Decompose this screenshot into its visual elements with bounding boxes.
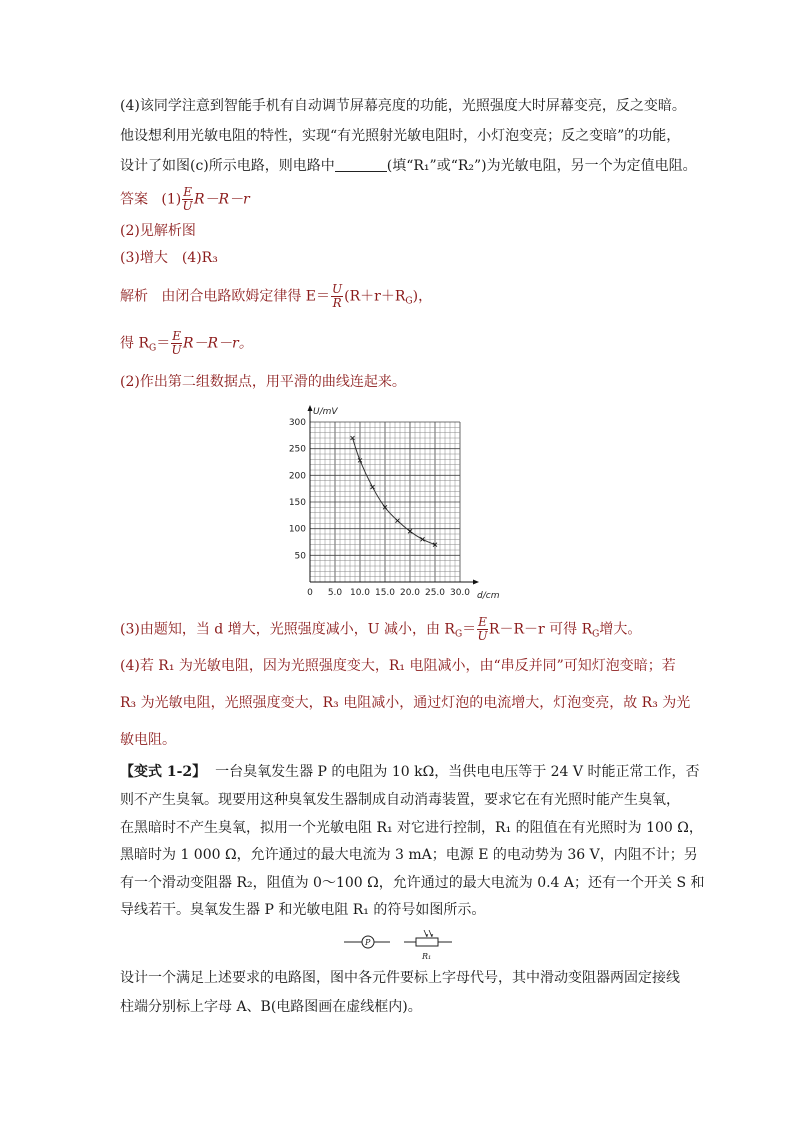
chart-axes [308,405,480,585]
solution-line-3: (2)作出第二组数据点，用平滑的曲线连起来。 [120,374,406,390]
question-4-line-3 [120,156,697,176]
answer-1-rest: R－R－r [193,191,250,208]
variant-title: 【变式 1-2】 [120,764,207,780]
answer-label: 答案 [120,191,148,208]
answer-3-4: (3)增大 (4)R₃ [120,250,218,266]
y-tick-label: 300 [288,418,306,428]
solution-1-sub: G [405,296,413,307]
ozone-generator-symbol [344,936,390,948]
x-tick-label: 20.0 [399,588,421,598]
solution-2-eq: ＝ [156,335,171,352]
x-tick-label: 25.0 [424,588,446,598]
chart-x-label: d/cm [477,591,500,600]
answer-1-fraction: $\frac{E}{U}$ [182,185,193,213]
solution-line-4 [120,616,641,645]
y-tick-label: 50 [294,551,306,562]
variant-line-4: 黑暗时为 1 000 Ω，允许通过的最大电流为 3 mA；电源 E 的电动势为 36 V，内阻不计；另 [120,847,698,863]
variant-line-7: 设计一个满足上述要求的电路图，图中各元件要标上字母代号，其中滑动变阻器两固定接线 [120,970,680,986]
answer-blank [335,157,387,172]
variant-line-2: 则不产生臭氧。现要用这种臭氧发生器制成自动消毒装置，要求它在有光照时能产生臭氧， [120,792,680,808]
question-4-line-2: 他设想利用光敏电阻的特性，实现“有光照射光敏电阻时，小灯泡变亮；反之变暗”的功能， [120,128,681,144]
variant-line-6: 导线若干。臭氧发生器 P 和光敏电阻 R₁ 的符号如图所示。 [120,902,486,918]
solution-4-end: 增大。 [599,621,642,638]
u-vs-d-chart [280,404,510,600]
ozone-generator-label: P [365,938,371,947]
solution-line-2 [120,330,253,359]
y-tick-label: 100 [288,524,306,535]
solution-2-rest: R－R－r。 [182,335,253,352]
solution-1-end: )， [412,288,433,305]
solution-4-sub: G [454,629,463,640]
component-symbols [340,930,460,964]
x-tick-label: 30.0 [449,588,471,598]
solution-line-1 [120,283,432,312]
data-point [396,519,400,523]
x-axis-arrow [473,580,479,585]
variant-line-1 [120,762,699,782]
solution-2-pre: 得 R [120,335,149,352]
solution-1-fraction: $\frac{U}{R}$ [332,282,343,310]
solution-2-sub: G [149,343,157,354]
solution-line-6: R₃ 为光敏电阻，光照强度变大，R₃ 电阻减小，通过灯泡的电流增大，灯泡变亮，故 R₃ 为光 [120,695,691,711]
answer-line-1 [120,186,250,213]
x-tick-label: 15.0 [374,588,396,598]
question-4-line-3-post: (填“R₁”或“R₂”)为光敏电阻，另一个为定值电阻。 [386,158,697,174]
data-point [371,485,375,489]
y-axis-arrow [308,405,313,411]
photoresistor-label: R₁ [422,952,432,961]
y-tick-label: 250 [288,444,306,455]
y-tick-label: 200 [288,471,306,482]
answer-2: (2)见解析图 [120,223,196,239]
y-tick-label: 150 [288,498,306,508]
solution-4-sub2: G [592,629,600,640]
x-tick-label: 5.0 [327,588,343,598]
solution-2-fraction: $\frac{E}{U}$ [171,329,182,357]
solution-line-7: 敏电阻。 [120,732,176,748]
solution-4-fraction: $\frac{E}{U}$ [477,615,488,643]
chart-grid [310,422,460,582]
x-tick-label: 10.0 [349,588,371,598]
photoresistor-symbol [404,930,452,961]
chart-ticks [289,418,470,598]
variant-line-5: 有一个滑动变阻器 R₂，阻值为 0～100 Ω，允许通过的最大电流为 0.4 A；还有一个开关 S 和 [120,875,705,891]
solution-4-pre: (3)由题知，当 d 增大，光照强度减小，U 减小，由 R [120,621,455,638]
variant-text-1: 一台臭氧发生器 P 的电阻为 10 kΩ，当供电电压等于 24 V 时能正常工作，否 [215,764,700,780]
solution-label: 解析 [120,288,148,305]
solution-4-rest: R－R－r 可得 R [488,621,593,638]
solution-line-5: (4)若 R₁ 为光敏电阻，因为光照强度变大，R₁ 电阻减小，由“串反并同”可知灯泡变暗；若 [120,658,676,674]
question-4-line-1: (4)该同学注意到智能手机有自动调节屏幕亮度的功能，光照强度大时屏幕变亮，反之变暗。 [120,98,686,114]
variant-line-8: 柱端分别标上字母 A、B(电路图画在虚线框内)。 [120,999,422,1015]
chart-y-label: U/mV [313,407,338,417]
question-4-line-3-pre: 设计了如图(c)所示电路，则电路中 [120,158,335,174]
solution-4-eq: ＝ [462,621,477,638]
solution-1-rest: (R＋r＋R [344,288,406,305]
variant-line-3: 在黑暗时不产生臭氧，拟用一个光敏电阻 R₁ 对它进行控制，R₁ 的阻值在有光照时为 100 Ω， [120,820,703,836]
x-tick-label: 0 [307,588,313,598]
solution-1-text: 由闭合电路欧姆定律得 E＝ [161,288,331,305]
answer-1-prefix: (1) [161,191,182,208]
